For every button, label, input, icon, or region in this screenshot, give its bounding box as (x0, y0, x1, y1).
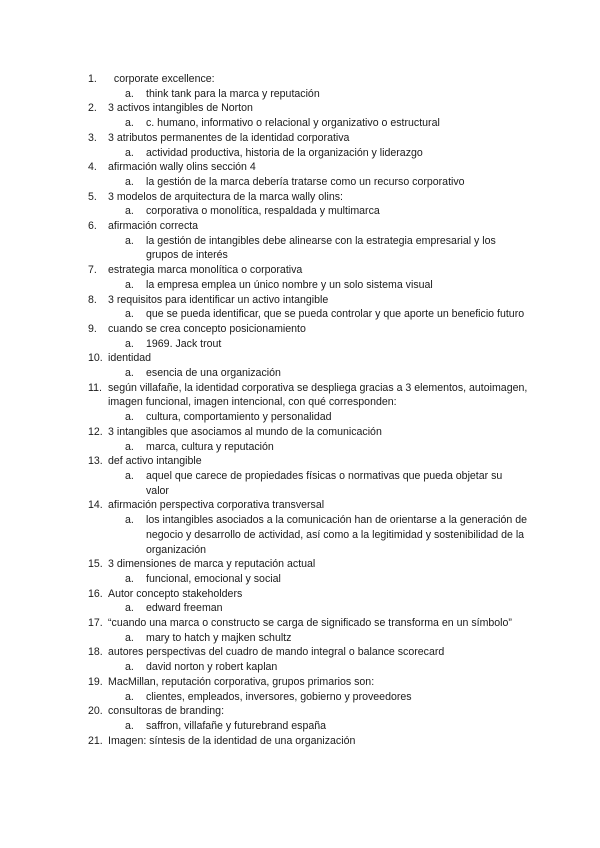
question-text: 3 activos intangibles de Norton (108, 102, 253, 115)
answer-item (88, 366, 528, 381)
item-number: 9. (88, 322, 97, 335)
list-item (88, 704, 528, 719)
answer-letter: a. (125, 572, 134, 585)
question-text: 3 dimensiones de marca y reputación actual (108, 558, 316, 571)
answer-text: cultura, comportamiento y personalidad (146, 411, 332, 424)
list-item (88, 454, 528, 469)
answer-item (88, 631, 528, 646)
list-item (88, 425, 528, 440)
list-item (88, 587, 528, 602)
question-text: Imagen: síntesis de la identidad de una organización (108, 734, 356, 747)
question-text: 3 requisitos para identificar un activo intangible (108, 293, 329, 306)
answer-letter: a. (125, 719, 134, 732)
answer-text: david norton y robert kaplan (146, 661, 278, 674)
question-text: autores perspectivas del cuadro de mando integral o balance scorecard (108, 646, 445, 659)
question-list (88, 72, 531, 748)
answer-item (88, 116, 528, 131)
answer-letter: a. (125, 469, 134, 482)
answer-text: esencia de una organización (146, 367, 281, 380)
item-number: 12. (88, 425, 103, 438)
question-text: “cuando una marca o constructo se carga de significado se transforma en un símbolo” (108, 617, 512, 630)
answer-letter: a. (125, 146, 134, 159)
answer-item (88, 469, 528, 498)
item-number: 2. (88, 102, 97, 115)
list-item (88, 160, 528, 175)
answer-letter: a. (125, 514, 134, 527)
list-item (88, 131, 528, 146)
list-item (88, 293, 528, 308)
answer-letter: a. (125, 278, 134, 291)
answer-letter: a. (125, 367, 134, 380)
answer-item (88, 601, 528, 616)
answer-item (88, 234, 528, 263)
answer-item (88, 175, 528, 190)
answer-letter: a. (125, 661, 134, 674)
answer-item (88, 440, 528, 455)
question-text: 3 intangibles que asociamos al mundo de la comunicación (108, 425, 382, 438)
item-number: 1. (88, 73, 97, 85)
question-text: afirmación perspectiva corporativa transversal (108, 499, 325, 512)
item-number: 16. (88, 587, 103, 600)
item-number: 3. (88, 131, 97, 144)
list-item (88, 72, 528, 87)
list-item (88, 616, 528, 631)
answer-text: edward freeman (146, 602, 223, 615)
list-item (88, 498, 528, 513)
question-text: corporate excellence: (108, 73, 215, 85)
answer-text: clientes, empleados, inversores, gobierno y proveedores (146, 690, 412, 703)
item-number: 19. (88, 675, 103, 688)
item-number: 13. (88, 455, 103, 468)
answer-item (88, 337, 528, 352)
list-item (88, 101, 528, 116)
answer-text: los intangibles asociados a la comunicación han de orientarse a la generación de negocio y desarrollo de actividad, así como a la legitimidad y sostenibilidad de la organización (146, 514, 528, 556)
answer-letter: a. (125, 234, 134, 247)
answer-text: saffron, villafañe y futurebrand españa (146, 719, 327, 732)
question-text: Autor concepto stakeholders (108, 587, 243, 600)
list-item (88, 734, 528, 749)
item-number: 21. (88, 734, 103, 747)
answer-item (88, 87, 528, 102)
list-item (88, 219, 528, 234)
answer-item (88, 278, 528, 293)
answer-item (88, 204, 528, 219)
item-number: 15. (88, 558, 103, 571)
question-text: cuando se crea concepto posicionamiento (108, 322, 306, 335)
item-number: 11. (88, 381, 102, 394)
answer-item (88, 146, 528, 161)
answer-letter: a. (125, 690, 134, 703)
question-text: 3 modelos de arquitectura de la marca wally olins: (108, 190, 343, 203)
answer-text: actividad productiva, historia de la organización y liderazgo (146, 146, 423, 159)
item-number: 4. (88, 161, 97, 174)
answer-text: la empresa emplea un único nombre y un solo sistema visual (146, 278, 433, 291)
item-number: 6. (88, 220, 97, 233)
answer-letter: a. (125, 205, 134, 218)
answer-text: aquel que carece de propiedades físicas o normativas que pueda objetar su valor (146, 469, 503, 497)
list-item (88, 190, 528, 205)
answer-letter: a. (125, 440, 134, 453)
answer-letter: a. (125, 117, 134, 130)
answer-text: think tank para la marca y reputación (146, 87, 320, 100)
list-item (88, 381, 531, 410)
list-item (88, 675, 528, 690)
answer-letter: a. (125, 411, 134, 424)
list-item (88, 351, 528, 366)
answer-text: c. humano, informativo o relacional y organizativo o estructural (146, 117, 440, 130)
answer-text: la gestión de intangibles debe alinearse con la estrategia empresarial y los grupos de interés (146, 234, 496, 262)
answer-item (88, 572, 528, 587)
answer-text: funcional, emocional y social (146, 572, 281, 585)
answer-letter: a. (125, 175, 134, 188)
item-number: 18. (88, 646, 103, 659)
answer-letter: a. (125, 602, 134, 615)
question-text: def activo intangible (108, 455, 202, 468)
answer-text: la gestión de la marca debería tratarse como un recurso corporativo (146, 175, 465, 188)
item-number: 14. (88, 499, 103, 512)
answer-item (88, 660, 528, 675)
item-number: 20. (88, 705, 103, 718)
answer-letter: a. (125, 631, 134, 644)
item-number: 8. (88, 293, 97, 306)
question-text: según villafañe, la identidad corporativa se despliega gracias a 3 elementos, autoimagen, imagen funcional, imagen intencional, con qué corresponden: (108, 381, 531, 409)
answer-item (88, 513, 528, 557)
question-text: MacMillan, reputación corporativa, grupos primarios son: (108, 675, 375, 688)
answer-item (88, 690, 528, 705)
item-number: 5. (88, 190, 97, 203)
item-number: 17. (88, 617, 103, 630)
answer-text: mary to hatch y majken schultz (146, 631, 292, 644)
list-item (88, 263, 528, 278)
answer-item (88, 307, 528, 322)
answer-text: marca, cultura y reputación (146, 440, 274, 453)
answer-letter: a. (125, 308, 134, 321)
question-text: afirmación wally olins sección 4 (108, 161, 256, 174)
question-text: afirmación correcta (108, 220, 199, 233)
answer-text: 1969. Jack trout (146, 337, 222, 350)
list-item (88, 557, 528, 572)
item-number: 7. (88, 264, 97, 277)
answer-letter: a. (125, 337, 134, 350)
answer-text: que se pueda identificar, que se pueda controlar y que aporte un beneficio futuro (146, 308, 525, 321)
question-text: identidad (108, 352, 152, 365)
question-text: 3 atributos permanentes de la identidad corporativa (108, 131, 350, 144)
list-item (88, 322, 528, 337)
answer-item (88, 719, 528, 734)
answer-text: corporativa o monolítica, respaldada y multimarca (146, 205, 380, 218)
list-item (88, 645, 528, 660)
answer-item (88, 410, 528, 425)
question-text: estrategia marca monolítica o corporativa (108, 264, 303, 277)
item-number: 10. (88, 352, 103, 365)
answer-letter: a. (125, 87, 134, 100)
question-text: consultoras de branding: (108, 705, 225, 718)
